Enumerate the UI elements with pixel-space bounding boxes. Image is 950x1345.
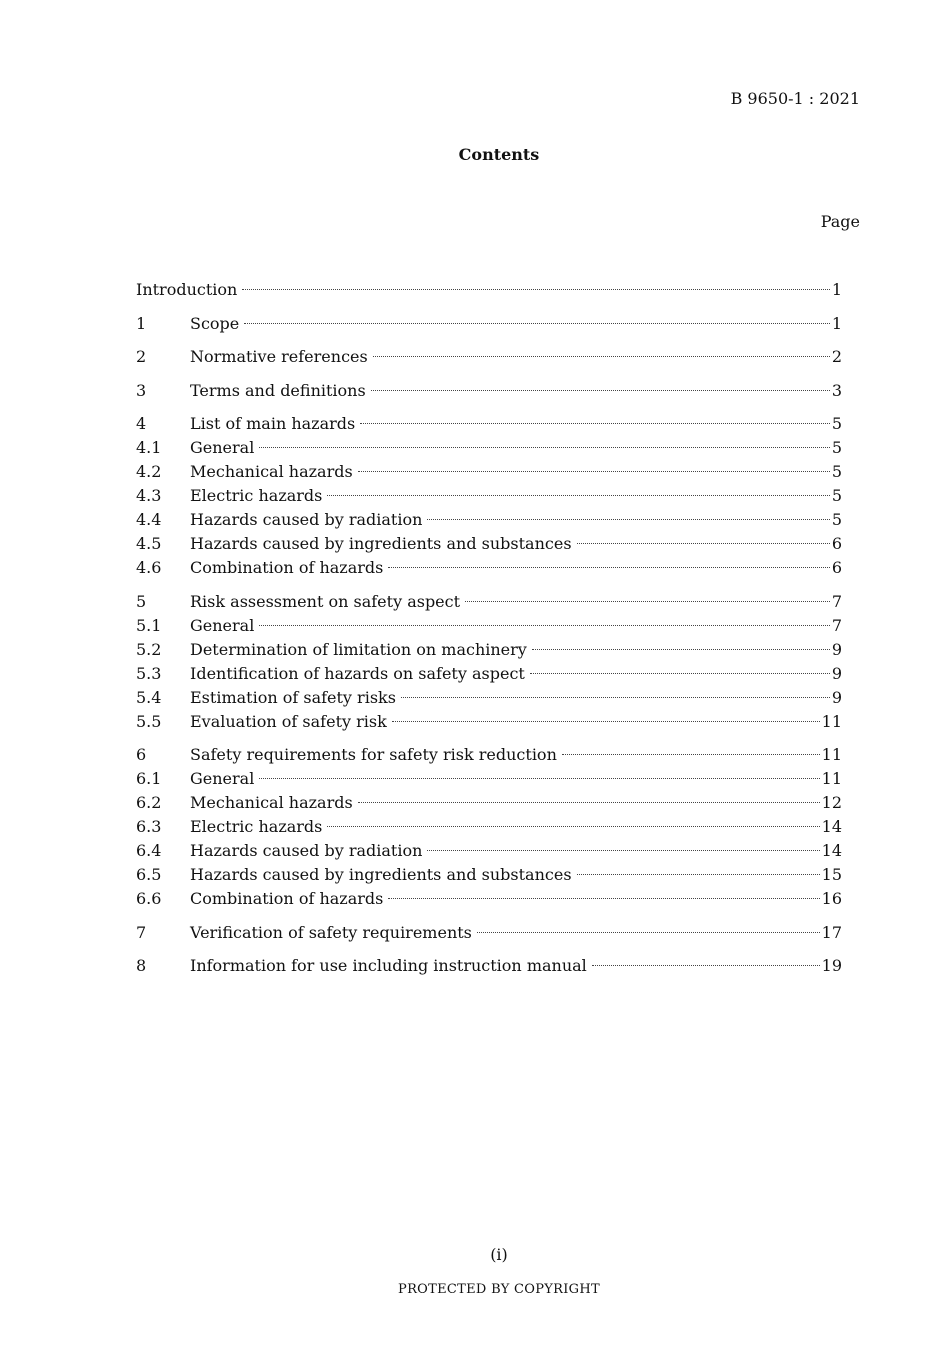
toc-entry[interactable] xyxy=(136,815,842,839)
toc-entry[interactable] xyxy=(136,278,842,302)
dot-leader xyxy=(577,874,820,875)
toc-entry-label: Hazards caused by ingredients and substances xyxy=(190,534,572,553)
toc-entry-number: 6.1 xyxy=(136,769,162,788)
toc-entry-page: 17 xyxy=(821,922,842,942)
toc-entry[interactable] xyxy=(136,839,842,863)
toc-entry-number: 4.3 xyxy=(136,486,162,505)
toc-entry-page: 5 xyxy=(831,462,842,481)
toc-entry-page: 6 xyxy=(831,534,842,553)
toc-entry-page: 2 xyxy=(831,347,842,366)
table-of-contents xyxy=(136,278,842,978)
toc-entry-number: 6.4 xyxy=(136,841,162,860)
toc-entry-page: 1 xyxy=(831,280,842,299)
toc-entry-number: 4.1 xyxy=(136,438,162,457)
toc-entry-label: Information for use including instruction manual xyxy=(190,956,587,975)
dot-leader xyxy=(388,898,819,899)
toc-entry-page: 7 xyxy=(831,615,842,635)
page-column-label: Page xyxy=(820,212,860,231)
toc-entry-label: Mechanical hazards xyxy=(190,462,353,481)
toc-entry-page: 5 xyxy=(831,414,842,433)
toc-entry-number: 5.5 xyxy=(136,711,162,731)
dot-leader xyxy=(360,423,830,424)
toc-entry[interactable] xyxy=(136,710,842,734)
dot-leader xyxy=(327,826,819,827)
toc-entry-label: Electric hazards xyxy=(190,486,323,505)
toc-entry-label: Evaluation of safety risk xyxy=(190,711,387,731)
toc-entry[interactable] xyxy=(136,921,842,945)
toc-entry-number: 4.4 xyxy=(136,510,162,529)
dot-leader xyxy=(259,447,829,448)
toc-entry-label: Normative references xyxy=(190,347,368,366)
toc-entry-label: Scope xyxy=(190,313,240,333)
toc-entry-page: 5 xyxy=(831,510,842,529)
toc-entry[interactable] xyxy=(136,532,842,556)
toc-entry-label: Mechanical hazards xyxy=(190,793,353,812)
toc-entry-page: 9 xyxy=(831,639,842,659)
toc-entry-label: List of main hazards xyxy=(190,414,356,433)
toc-entry-number: 4.6 xyxy=(136,558,162,577)
toc-entry-number: 4.5 xyxy=(136,534,162,553)
toc-entry-label: Combination of hazards xyxy=(190,558,384,577)
dot-leader xyxy=(465,601,830,602)
page-title: Contents xyxy=(458,145,540,164)
toc-entry[interactable] xyxy=(136,460,842,484)
dot-leader xyxy=(242,289,829,290)
toc-entry-page: 11 xyxy=(821,711,842,731)
toc-entry-page: 9 xyxy=(831,687,842,707)
toc-entry-number: 6 xyxy=(136,745,147,764)
toc-entry-page: 5 xyxy=(831,438,842,457)
dot-leader xyxy=(259,625,829,626)
toc-entry-page: 11 xyxy=(821,745,842,764)
toc-entry-number: 3 xyxy=(136,380,147,400)
dot-leader xyxy=(530,673,830,674)
toc-entry[interactable] xyxy=(136,767,842,791)
dot-leader xyxy=(592,965,820,966)
toc-entry-number: 5.4 xyxy=(136,687,162,707)
toc-entry-label: Estimation of safety risks xyxy=(190,687,396,707)
toc-entry-page: 1 xyxy=(831,313,842,333)
dot-leader xyxy=(327,495,829,496)
toc-entry[interactable] xyxy=(136,508,842,532)
toc-entry[interactable] xyxy=(136,887,842,911)
dot-leader xyxy=(401,697,830,698)
toc-entry[interactable] xyxy=(136,436,842,460)
dot-leader xyxy=(477,932,820,933)
toc-entry-number: 5.3 xyxy=(136,663,162,683)
dot-leader xyxy=(244,323,830,324)
toc-entry-number: 7 xyxy=(136,922,147,942)
toc-entry[interactable] xyxy=(136,556,842,580)
toc-entry-number: 6.6 xyxy=(136,889,162,908)
toc-entry-label: Combination of hazards xyxy=(190,889,384,908)
dot-leader xyxy=(392,721,820,722)
dot-leader xyxy=(358,471,830,472)
dot-leader xyxy=(427,850,819,851)
dot-leader xyxy=(259,778,819,779)
dot-leader xyxy=(532,649,830,650)
toc-entry-number: 5.2 xyxy=(136,639,162,659)
toc-entry-label: Determination of limitation on machinery xyxy=(190,639,527,659)
toc-entry-page: 19 xyxy=(821,956,842,975)
toc-entry[interactable] xyxy=(136,954,842,978)
toc-entry[interactable] xyxy=(136,863,842,887)
footer-page-number: (i) xyxy=(490,1245,508,1264)
toc-entry[interactable] xyxy=(136,412,842,436)
toc-entry-page: 11 xyxy=(821,769,842,788)
toc-entry-number: 2 xyxy=(136,347,147,366)
toc-entry-page: 14 xyxy=(821,841,842,860)
dot-leader xyxy=(562,754,820,755)
toc-entry-label: General xyxy=(190,769,255,788)
toc-entry-label: Introduction xyxy=(136,280,238,299)
toc-entry-number: 4 xyxy=(136,414,147,433)
toc-entry-label: Verification of safety requirements xyxy=(190,922,472,942)
toc-entry-number: 8 xyxy=(136,956,147,975)
toc-entry-page: 9 xyxy=(831,663,842,683)
toc-entry-page: 3 xyxy=(831,380,842,400)
toc-entry-page: 6 xyxy=(831,558,842,577)
toc-entry[interactable] xyxy=(136,686,842,710)
toc-entry-label: Electric hazards xyxy=(190,817,323,836)
toc-entry-label: Hazards caused by radiation xyxy=(190,510,423,529)
toc-entry[interactable] xyxy=(136,379,842,403)
dot-leader xyxy=(358,802,820,803)
toc-entry-page: 15 xyxy=(821,865,842,884)
toc-entry-number: 6.3 xyxy=(136,817,162,836)
toc-entry-number: 6.5 xyxy=(136,865,162,884)
toc-entry-label: Hazards caused by radiation xyxy=(190,841,423,860)
dot-leader xyxy=(371,390,830,391)
toc-entry-number: 6.2 xyxy=(136,793,162,812)
toc-entry[interactable] xyxy=(136,590,842,614)
toc-entry-number: 5 xyxy=(136,591,147,611)
toc-entry[interactable] xyxy=(136,312,842,336)
copyright-notice: PROTECTED BY COPYRIGHT xyxy=(398,1282,600,1297)
toc-entry-page: 5 xyxy=(831,486,842,505)
toc-entry-number: 4.2 xyxy=(136,462,162,481)
toc-entry-label: Identification of hazards on safety aspect xyxy=(190,663,525,683)
toc-entry[interactable] xyxy=(136,484,842,508)
toc-entry-number: 5.1 xyxy=(136,615,162,635)
dot-leader xyxy=(427,519,829,520)
toc-entry[interactable] xyxy=(136,345,842,369)
toc-entry-number: 1 xyxy=(136,313,147,333)
document-code: B 9650-1 : 2021 xyxy=(730,89,860,108)
toc-entry-page: 16 xyxy=(821,889,842,908)
toc-entry-page: 12 xyxy=(821,793,842,812)
toc-entry[interactable] xyxy=(136,791,842,815)
toc-entry[interactable] xyxy=(136,638,842,662)
toc-entry[interactable] xyxy=(136,743,842,767)
dot-leader xyxy=(373,356,830,357)
toc-entry-label: Risk assessment on safety aspect xyxy=(190,591,461,611)
toc-entry[interactable] xyxy=(136,614,842,638)
toc-entry-label: General xyxy=(190,438,255,457)
toc-entry[interactable] xyxy=(136,662,842,686)
toc-entry-page: 7 xyxy=(831,591,842,611)
dot-leader xyxy=(577,543,830,544)
toc-entry-label: Terms and definitions xyxy=(190,380,366,400)
toc-entry-label: Safety requirements for safety risk reduction xyxy=(190,745,557,764)
toc-entry-label: Hazards caused by ingredients and substances xyxy=(190,865,572,884)
toc-entry-label: General xyxy=(190,615,255,635)
dot-leader xyxy=(388,567,829,568)
toc-entry-page: 14 xyxy=(821,817,842,836)
